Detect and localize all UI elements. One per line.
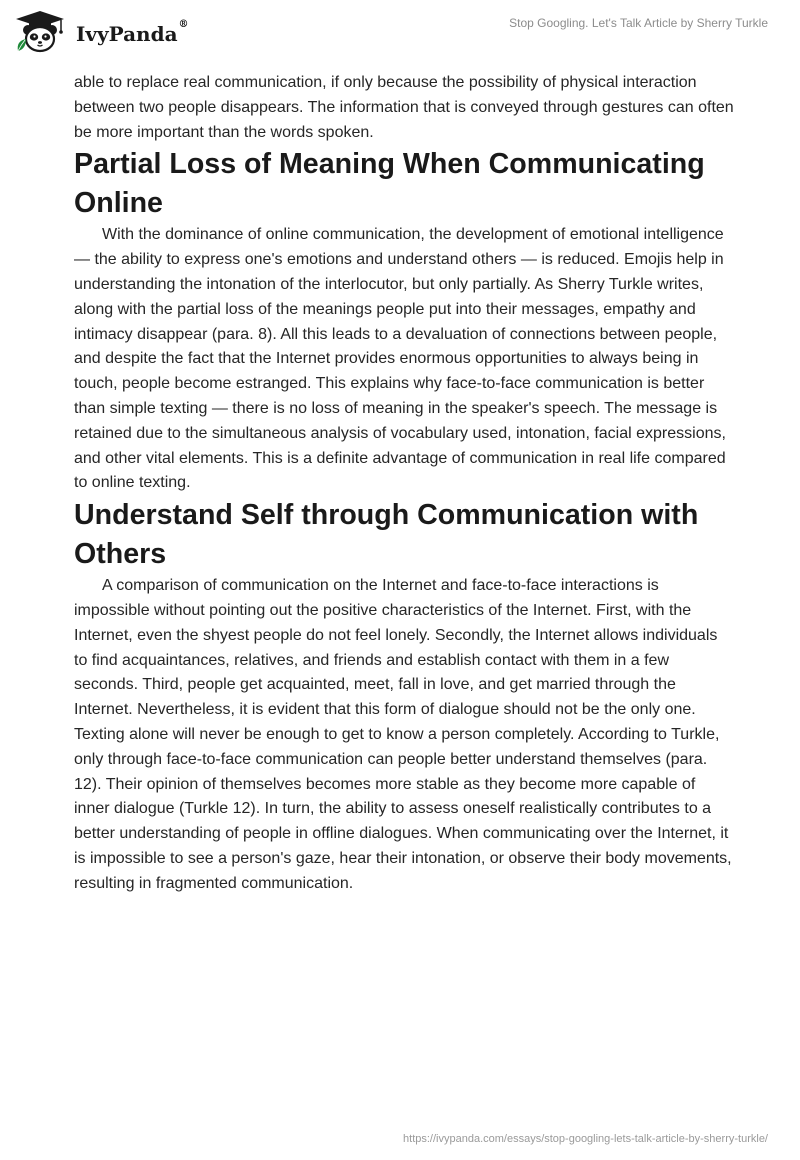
section-paragraph-understand-self: A comparison of communication on the Internet and face-to-face interactions is impossible without pointing out the positive characteristics of the Internet. First, with the Internet, even the shyest people do not feel lonely. Secondly, the Internet allows individuals to find acquaintances, relatives, and friends and establish contact with them in a few seconds. Third, people get acquainted, meet, fall in love, and get married through the Internet. Nevertheless, it is evident that this form of dialogue should not be the only one. Texting alone will never be enough to get to know a person completely. According to Turkle, only through face-to-face communication can people better understand themselves (para. 12). Their opinion of themselves becomes more stable as they become more capable of inner dialogue (Turkle 12). In turn, the ability to assess oneself realistically contributes to a better understanding of people in offline dialogues. When communicating over the Internet, it is impossible to see a person's gaze, hear their intonation, or observe their body movements, resulting in fragmented communication. bbox=[74, 577, 732, 892]
section-paragraph-partial-loss: With the dominance of online communication, the development of emotional intelligence — the ability to express one's emotions and understand others — is reduced. Emojis help in understanding the intonation of the interlocutor, but only partially. As Sherry Turkle writes, along with the partial loss of the meanings people put into their messages, empathy and intimacy disappear (para. 8). All this leads to a devaluation of connections between people, and despite the fact that the Internet provides enormous opportunities to always being in touch, people become estranged. This explains why face-to-face communication is better than simple texting — there is no loss of meaning in the speaker's speech. The message is retained due to the simultaneous analysis of vocabulary used, intonation, facial expressions, and other vital elements. This is a definite advantage of communication in real life compared to online texting. bbox=[74, 226, 726, 492]
ivypanda-logo[interactable] bbox=[14, 9, 189, 55]
brand-name: IvyPanda® bbox=[76, 19, 189, 46]
source-url[interactable]: https://ivypanda.com/essays/stop-googling-lets-talk-article-by-sherry-turkle/ bbox=[403, 1133, 768, 1145]
article-body bbox=[74, 71, 734, 897]
section-heading-partial-loss: Partial Loss of Meaning When Communicating Online bbox=[74, 148, 705, 220]
page-header bbox=[0, 0, 800, 64]
intro-paragraph: able to replace real communication, if only because the possibility of physical interaction between two people disappears. The information that is conveyed through gestures can often be more important than the words spoken. bbox=[74, 74, 734, 141]
document-title: Stop Googling. Let's Talk Article by Sherry Turkle bbox=[509, 16, 768, 30]
section-heading-understand-self: Understand Self through Communication with Others bbox=[74, 499, 699, 571]
panda-graduate-icon bbox=[14, 9, 72, 55]
